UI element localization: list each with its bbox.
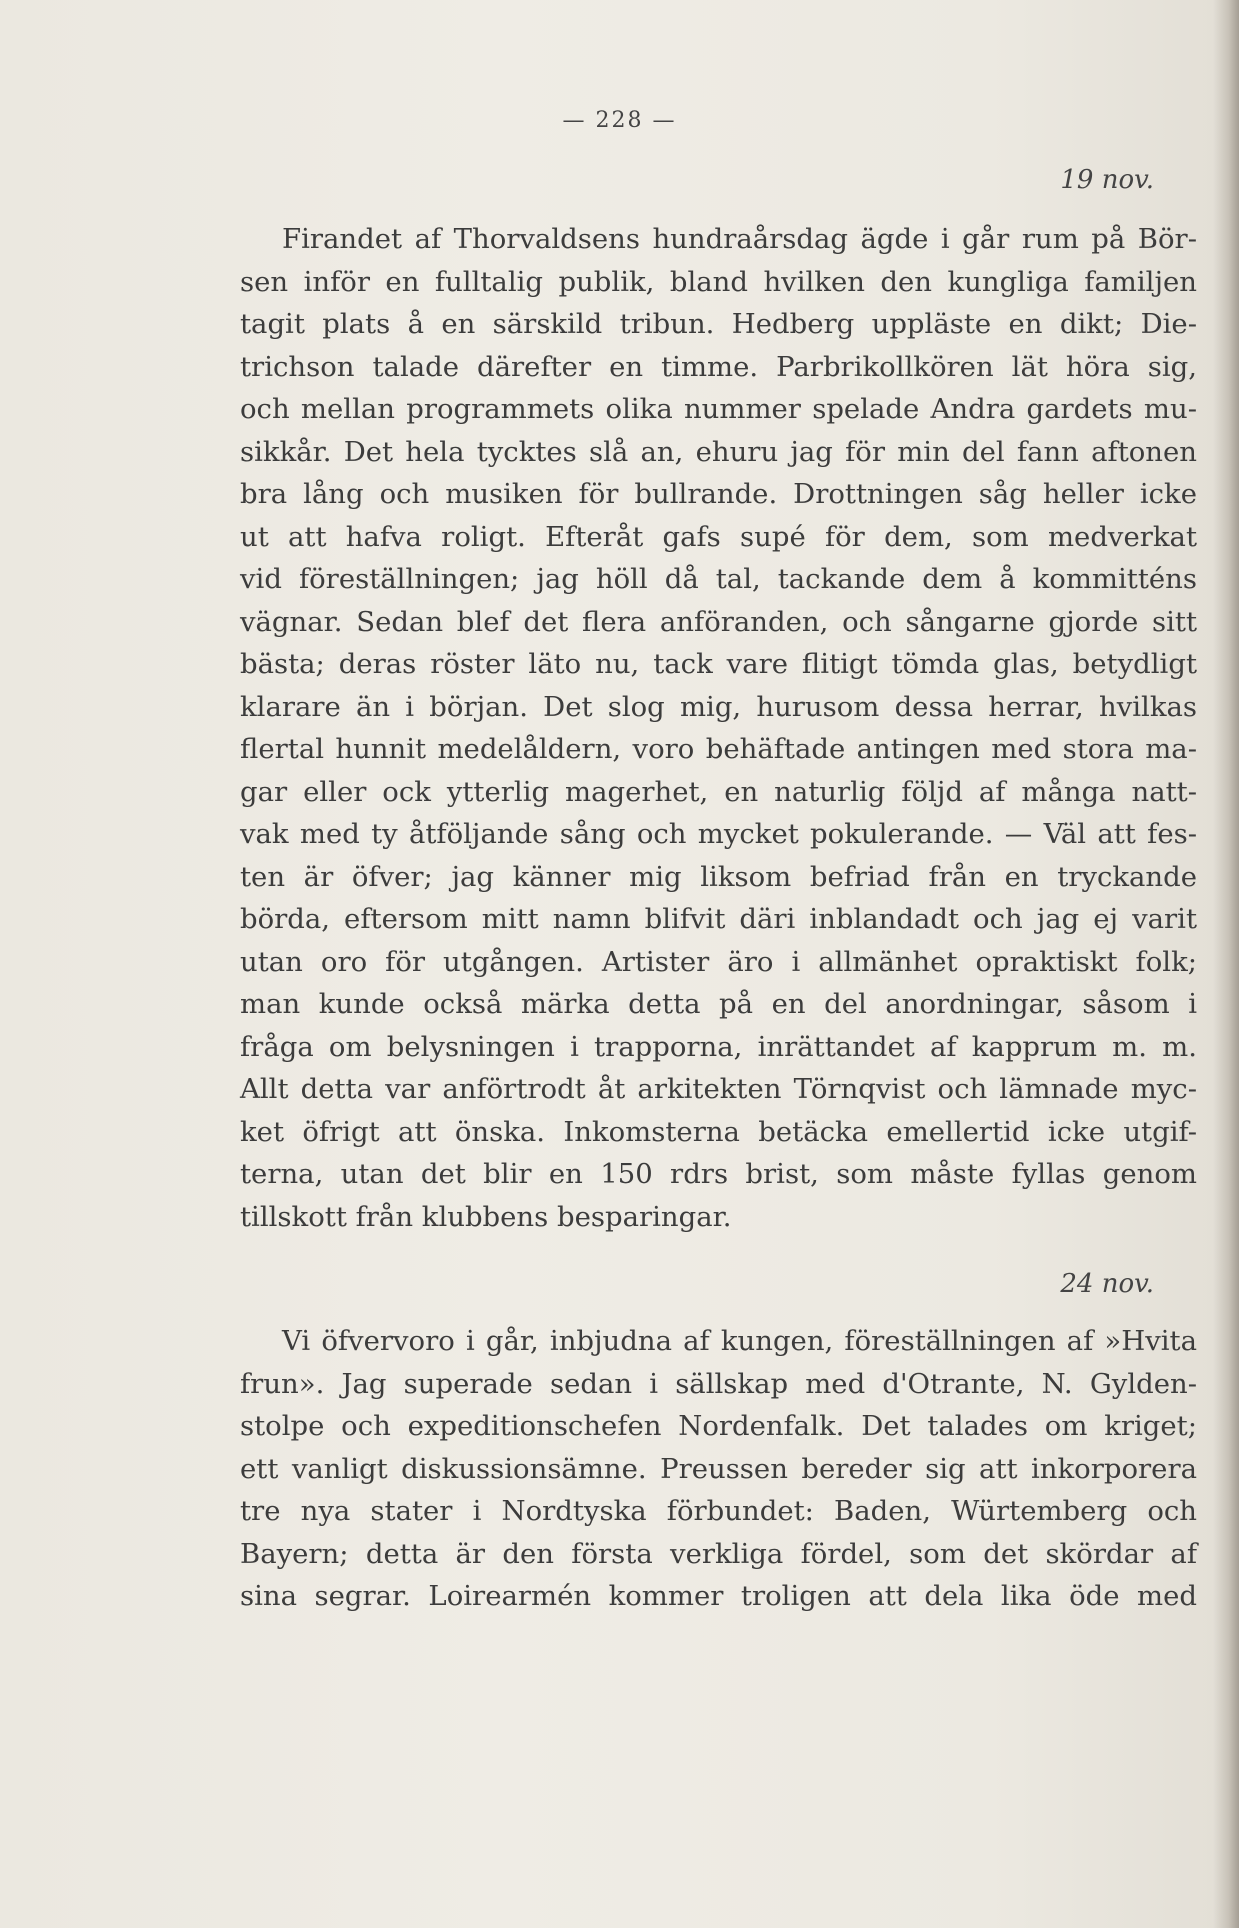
text-line: Bayern; detta är den första verkliga fördel, som det skördar af bbox=[240, 1537, 1197, 1570]
text-line: flertal hunnit medelåldern, voro behäftade antingen med stora ma- bbox=[240, 733, 1197, 765]
text-line: fråga om belysningen i trapporna, inrättandet af kapprum m. m. bbox=[240, 1030, 1197, 1063]
text-line: ket öfrigt att önska. Inkomsterna betäcka emellertid icke utgif- bbox=[240, 1115, 1197, 1148]
text-line: utan oro för utgången. Artister äro i allmänhet opraktiskt folk; bbox=[240, 945, 1197, 978]
entry-paragraph bbox=[240, 218, 1197, 1238]
page-edge-shadow bbox=[1213, 0, 1239, 1928]
page-number: — 228 — bbox=[562, 108, 677, 133]
text-line: Allt detta var anförtrodt åt arkitekten Törnqvist och lämnade myc- bbox=[240, 1073, 1197, 1105]
text-line: tagit plats å en särskild tribun. Hedberg uppläste en dikt; Die- bbox=[240, 308, 1197, 340]
text-line: bra lång och musiken för bullrande. Drottningen såg heller icke bbox=[240, 478, 1197, 510]
text-line: sikkår. Det hela tycktes slå an, ehuru jag för min del fann aftonen bbox=[240, 435, 1197, 468]
text-line: börda, eftersom mitt namn blifvit däri inblandadt och jag ej varit bbox=[240, 903, 1197, 935]
text-line: vid föreställningen; jag höll då tal, tackande dem å kommitténs bbox=[240, 563, 1197, 595]
text-line: sina segrar. Loirearmén kommer troligen att dela lika öde med bbox=[240, 1580, 1197, 1612]
text-line: terna, utan det blir en 150 rdrs brist, som måste fyllas genom bbox=[240, 1158, 1197, 1190]
text-line: tillskott från klubbens besparingar. bbox=[240, 1200, 732, 1233]
text-line: sen inför en fulltalig publik, bland hvilken den kungliga familjen bbox=[240, 265, 1197, 298]
text-line: vägnar. Sedan blef det flera anföranden, och sångarne gjorde sitt bbox=[240, 605, 1197, 638]
text-line: Vi öfvervoro i går, inbjudna af kungen, föreställningen af »Hvita bbox=[282, 1325, 1197, 1357]
text-line: man kunde också märka detta på en del anordningar, såsom i bbox=[240, 988, 1197, 1020]
entry-date: 24 nov. bbox=[1060, 1269, 1154, 1299]
entry-date: 19 nov. bbox=[1060, 165, 1154, 195]
text-line: gar eller ock ytterlig magerhet, en naturlig följd af många natt- bbox=[240, 775, 1197, 808]
text-line: ut att hafva roligt. Efteråt gafs supé för dem, som medverkat bbox=[240, 520, 1197, 553]
text-line: tre nya stater i Nordtyska förbundet: Baden, Würtemberg och bbox=[240, 1495, 1197, 1527]
text-line: trichson talade därefter en timme. Parbrikollkören lät höra sig, bbox=[240, 350, 1197, 383]
text-line: vak med ty åtföljande sång och mycket pokulerande. — Väl att fes- bbox=[240, 818, 1197, 850]
text-line: frun». Jag superade sedan i sällskap med d'Otrante, N. Gylden- bbox=[240, 1367, 1197, 1400]
text-line: och mellan programmets olika nummer spelade Andra gardets mu- bbox=[240, 393, 1197, 425]
text-line: ten är öfver; jag känner mig liksom befriad från en tryckande bbox=[240, 860, 1197, 893]
text-line: stolpe och expeditionschefen Nordenfalk. Det talades om kriget; bbox=[240, 1410, 1197, 1442]
text-line: bästa; deras röster läto nu, tack vare flitigt tömda glas, betydligt bbox=[240, 648, 1197, 680]
entry-paragraph bbox=[240, 1320, 1197, 1618]
text-line: ett vanligt diskussionsämne. Preussen bereder sig att inkorporera bbox=[240, 1452, 1197, 1485]
text-line: klarare än i början. Det slog mig, hurusom dessa herrar, hvilkas bbox=[240, 690, 1197, 723]
text-line: Firandet af Thorvaldsens hundraårsdag ägde i går rum på Bör- bbox=[282, 223, 1197, 255]
